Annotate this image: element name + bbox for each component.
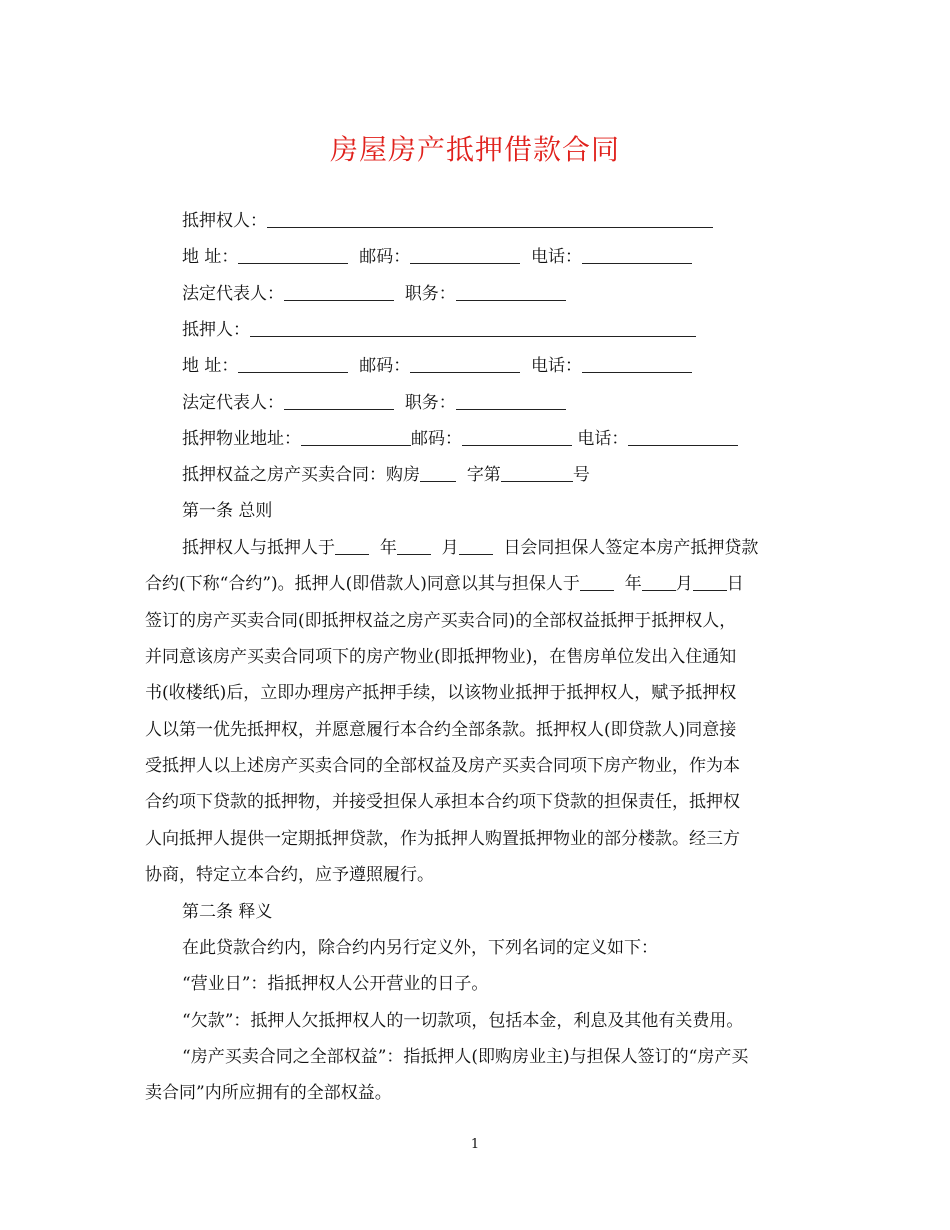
contract-blank-1 bbox=[420, 465, 456, 482]
definition-rights-line-1: “房产买卖合同之全部权益”：指抵押人(即购房业主)与担保人签订的“房产买 bbox=[182, 1047, 749, 1067]
postcode-label: 邮码： bbox=[359, 247, 411, 267]
article1-line-4: 并同意该房产买卖合同项下的房产物业(即抵押物业)，在售房单位发出入住通知 bbox=[145, 647, 737, 667]
article1-line-8: 合约项下贷款的抵押物，并接受担保人承担本合约项下贷款的担保责任，抵押权 bbox=[145, 792, 740, 812]
mortgagor-label: 抵押人： bbox=[182, 320, 250, 340]
address-label: 地 址： bbox=[182, 356, 239, 376]
text-run: 月 bbox=[675, 574, 693, 594]
date-blank bbox=[459, 538, 493, 555]
definition-business-day: “营业日”：指抵押权人公开营业的日子。 bbox=[182, 974, 489, 994]
mortgagee-address-line bbox=[182, 246, 692, 268]
phone-blank bbox=[582, 247, 692, 264]
mortgagor-address-line bbox=[182, 355, 692, 377]
text-run: 年 bbox=[379, 538, 397, 558]
article1-line-3: 签订的房产买卖合同(即抵押权益之房产买卖合同)的全部权益抵押于抵押权人， bbox=[145, 611, 737, 631]
mortgagee-rep-line bbox=[182, 283, 566, 305]
postcode-blank bbox=[462, 429, 572, 446]
article1-heading: 第一条 总则 bbox=[182, 501, 273, 521]
article2-heading: 第二条 释义 bbox=[182, 902, 273, 922]
postcode-label: 邮码： bbox=[411, 429, 462, 449]
postcode-blank bbox=[410, 247, 520, 264]
article1-line-9: 人向抵押人提供一定期抵押贷款，作为抵押人购置抵押物业的部分楼款。经三方 bbox=[145, 829, 740, 849]
text-run: 合约(下称“合约”)。抵押人(即借款人)同意以其与担保人于 bbox=[145, 574, 580, 594]
text-run: 月 bbox=[441, 538, 459, 558]
date-blank bbox=[642, 574, 676, 591]
position-blank bbox=[456, 284, 566, 301]
mortgagee-label: 抵押权人： bbox=[182, 211, 267, 231]
contract-no: 号 bbox=[572, 465, 590, 485]
page-number: 1 bbox=[470, 1137, 480, 1152]
legal-rep-label: 法定代表人： bbox=[182, 393, 284, 413]
article1-line-5: 书(收楼纸)后，立即办理房产抵押手续，以该物业抵押于抵押权人，赋予抵押权 bbox=[145, 683, 737, 703]
contract-word: 字第 bbox=[466, 465, 501, 485]
position-blank bbox=[456, 393, 566, 410]
article1-line-6: 人以第一优先抵押权，并愿意履行本合约全部条款。抵押权人(即贷款人)同意接 bbox=[145, 720, 737, 740]
phone-label: 电话： bbox=[531, 356, 583, 376]
phone-label: 电话： bbox=[531, 247, 583, 267]
postcode-blank bbox=[410, 356, 520, 373]
definition-debt: “欠款”：抵押人欠抵押权人的一切款项，包括本金，利息及其他有关费用。 bbox=[182, 1011, 744, 1031]
property-address-line bbox=[182, 428, 738, 450]
contract-blank-2 bbox=[501, 465, 573, 482]
article1-line-2 bbox=[145, 573, 744, 595]
text-run: 日 bbox=[726, 574, 744, 594]
document-title: 房屋房产抵押借款合同 bbox=[329, 133, 620, 166]
phone-blank bbox=[582, 356, 692, 373]
purchase-contract-line bbox=[182, 464, 590, 486]
address-blank bbox=[238, 247, 348, 264]
address-label: 地 址： bbox=[182, 247, 239, 267]
mortgagee-blank bbox=[267, 211, 713, 228]
property-address-blank bbox=[301, 429, 411, 446]
phone-blank bbox=[628, 429, 738, 446]
article1-line-1 bbox=[182, 537, 758, 559]
legal-rep-blank bbox=[284, 393, 394, 410]
mortgagor-line bbox=[182, 319, 696, 341]
definition-rights-line-2: 卖合同”内所应拥有的全部权益。 bbox=[145, 1083, 392, 1103]
position-label: 职务： bbox=[404, 284, 456, 304]
article2-intro: 在此贷款合约内，除合约内另行定义外，下列名词的定义如下： bbox=[182, 938, 658, 958]
date-blank bbox=[693, 574, 727, 591]
postcode-label: 邮码： bbox=[359, 356, 411, 376]
mortgagor-rep-line bbox=[182, 392, 566, 414]
legal-rep-blank bbox=[284, 284, 394, 301]
mortgagee-line bbox=[182, 210, 713, 232]
contract-prefix: 抵押权益之房产买卖合同：购房 bbox=[182, 465, 420, 485]
article1-line-10: 协商，特定立本合约，应予遵照履行。 bbox=[145, 865, 434, 885]
date-blank bbox=[397, 538, 431, 555]
property-address-label: 抵押物业地址： bbox=[182, 429, 301, 449]
article1-line-7: 受抵押人以上述房产买卖合同的全部权益及房产买卖合同项下房产物业，作为本 bbox=[145, 756, 740, 776]
position-label: 职务： bbox=[404, 393, 456, 413]
text-run: 日会同担保人签定本房产抵押贷款 bbox=[503, 538, 759, 558]
address-blank bbox=[238, 356, 348, 373]
date-blank bbox=[580, 574, 614, 591]
text-run: 抵押权人与抵押人于 bbox=[182, 538, 335, 558]
mortgagor-blank bbox=[250, 320, 696, 337]
date-blank bbox=[335, 538, 369, 555]
text-run: 年 bbox=[624, 574, 642, 594]
legal-rep-label: 法定代表人： bbox=[182, 284, 284, 304]
phone-label: 电话： bbox=[577, 429, 629, 449]
